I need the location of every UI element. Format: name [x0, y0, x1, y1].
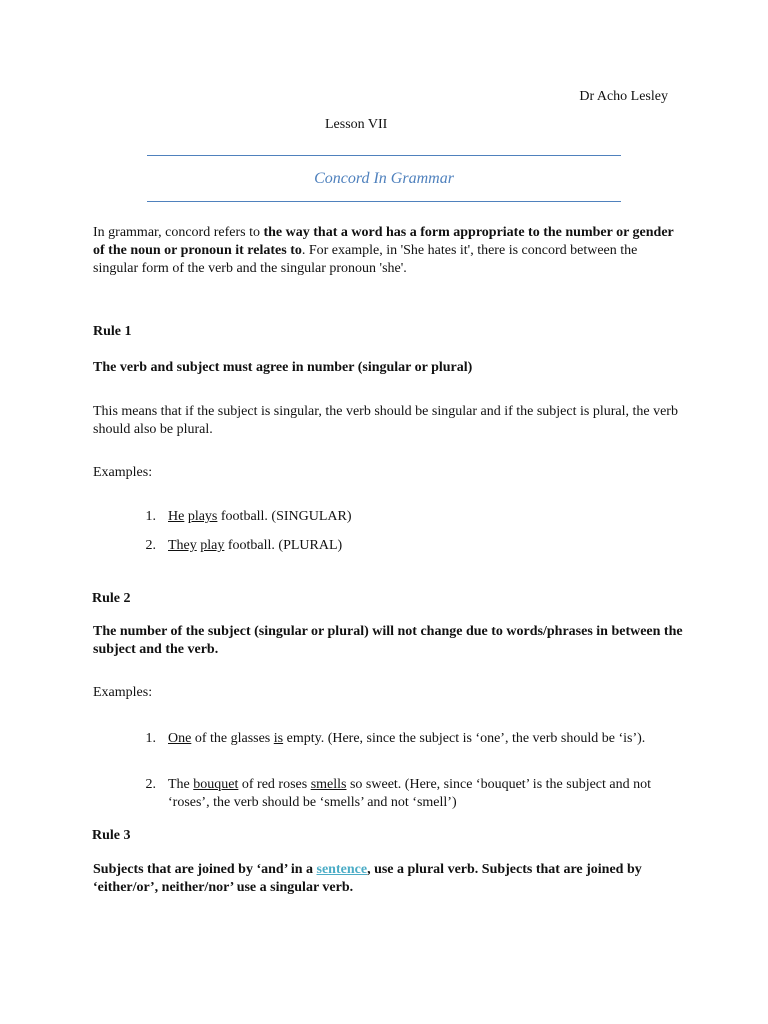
example-subject: They	[168, 538, 197, 553]
example-verb: smells	[310, 777, 347, 792]
rule1-heading: Rule 1	[93, 324, 132, 339]
example-verb: play	[200, 538, 225, 553]
rule1-explanation: This means that if the subject is singular, the verb should be singular and if the subject is plural, the verb should also be plural.	[93, 404, 678, 437]
rule1-example1: He plays football. (SINGULAR)	[168, 509, 352, 524]
sentence-link[interactable]: sentence	[316, 862, 368, 877]
rule3-statement: Subjects that are joined by ‘and’ in a sentence, use a plural verb. Subjects that are joined by ‘either/or’, neither/nor’ use a singular verb.	[93, 862, 642, 895]
intro-text-2: . For example, in 'She hates it', there is concord between the singular form of the verb and the singular pronoun 'she'.	[93, 243, 638, 276]
title-top-rule	[147, 155, 621, 156]
lesson-number: Lesson VII	[325, 117, 388, 132]
rule2-heading: Rule 2	[92, 591, 131, 606]
rule2-examples-label: Examples:	[93, 685, 153, 700]
rule2-statement: The number of the subject (singular or plural) will not change due to words/phrases in between the subject and the verb.	[93, 624, 683, 657]
example-verb: plays	[187, 509, 218, 524]
example-subject: He	[168, 509, 185, 524]
rule1-example2: They play football. (PLURAL)	[168, 538, 343, 553]
intro-text-1: In grammar, concord refers to	[93, 225, 264, 240]
document-title: Concord In Grammar	[314, 170, 454, 187]
example-subject: One	[168, 731, 192, 746]
rule2-example1-number: 1.	[145, 731, 156, 746]
example-subject: bouquet	[193, 777, 239, 792]
rule1-statement: The verb and subject must agree in number (singular or plural)	[93, 360, 473, 375]
rule1-examples-label: Examples:	[93, 465, 153, 480]
author-name: Dr Acho Lesley	[579, 89, 668, 104]
title-bottom-rule	[147, 201, 621, 202]
intro-paragraph	[93, 224, 683, 278]
rule2-example2: The bouquet of red roses smells so sweet. (Here, since ‘bouquet’ is the subject and not ‘roses’, the verb should be ‘smells’ and not ‘smell’)	[168, 777, 652, 810]
rule3-heading: Rule 3	[92, 828, 131, 843]
intro-definition: the way that a word has a form appropriate to the number or gender of the noun or pronoun it relates to	[93, 225, 674, 258]
rule2-example2-number: 2.	[145, 777, 156, 792]
rule2-example1: One of the glasses is empty. (Here, since the subject is ‘one’, the verb should be ‘is’).	[168, 731, 646, 746]
rule1-example1-number: 1.	[145, 509, 156, 524]
rule1-example2-number: 2.	[145, 538, 156, 553]
example-verb: is	[273, 731, 284, 746]
